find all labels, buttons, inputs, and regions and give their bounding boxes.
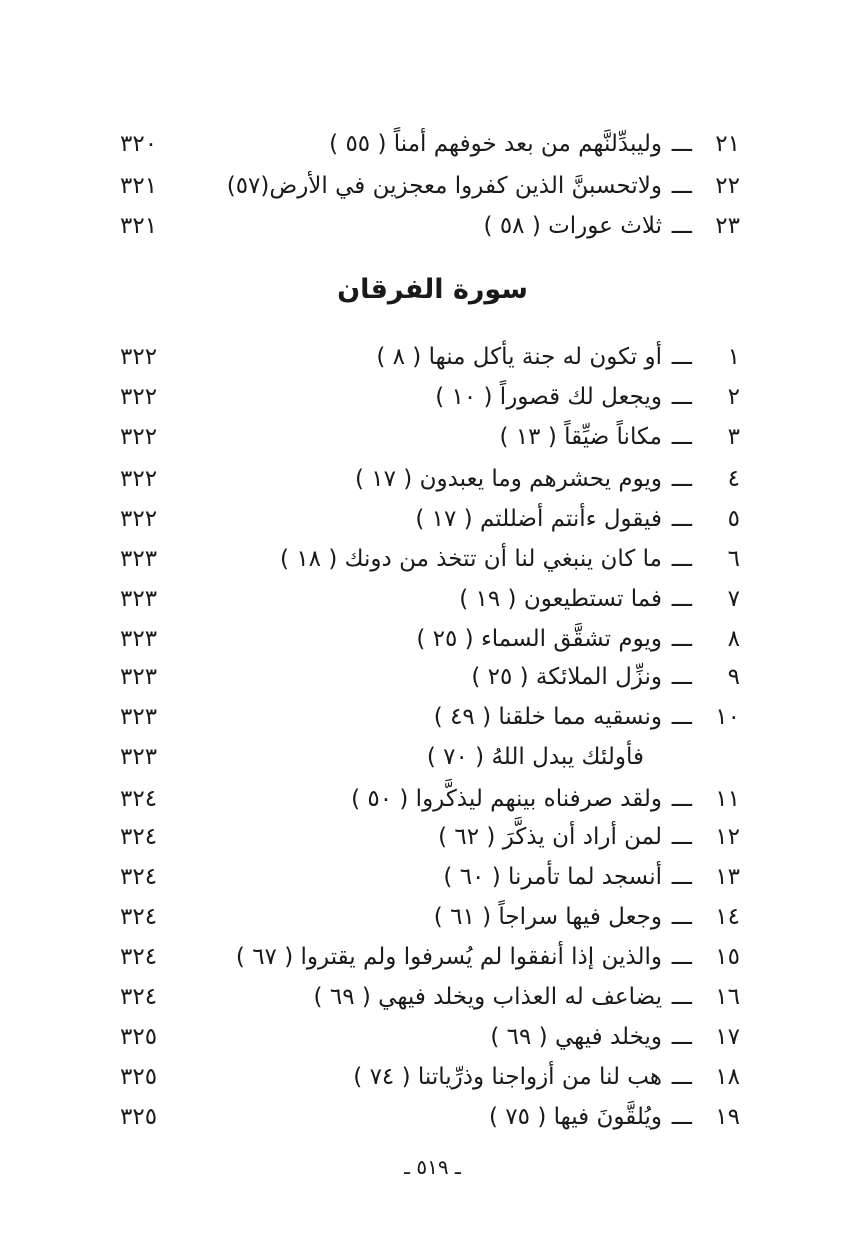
entry-page-number: ٣٢٤ xyxy=(120,904,158,930)
index-entry xyxy=(120,622,740,656)
entry-dash: ـــ xyxy=(671,824,692,850)
index-entry xyxy=(120,380,740,414)
entry-page-number: ٣٢٢ xyxy=(120,466,158,492)
entry-text: ولاتحسبنَّ الذين كفروا معجزين في الأرض(٥٧) xyxy=(226,173,662,199)
entry-dash: ـــ xyxy=(671,546,692,572)
entry-page-number: ٣٢١ xyxy=(120,213,158,239)
entry-text: ويوم يحشرهم وما يعبدون ( ١٧ ) xyxy=(354,466,662,492)
entry-number: ٦ xyxy=(727,546,740,572)
entry-text: أو تكون له جنة يأكل منها ( ٨ ) xyxy=(376,344,662,370)
entry-dash: ـــ xyxy=(671,904,692,930)
entry-text: والذين إذا أنفقوا لم يُسرفوا ولم يقتروا ( ٦٧ ) xyxy=(235,944,662,970)
entry-number: ١٤ xyxy=(715,904,740,930)
entry-dash: ـــ xyxy=(671,984,692,1010)
entry-number: ١٦ xyxy=(715,984,740,1010)
entry-text: فيقول ءأنتم أضللتم ( ١٧ ) xyxy=(415,506,662,532)
entry-text: وليبدِّلنَّهم من بعد خوفهم أمناً ( ٥٥ ) xyxy=(329,131,662,157)
entry-dash: ـــ xyxy=(671,864,692,890)
entry-text: فما تستطيعون ( ١٩ ) xyxy=(459,586,662,612)
entry-page-number: ٣٢٤ xyxy=(120,864,158,890)
entry-text: ويجعل لك قصوراً ( ١٠ ) xyxy=(435,384,662,410)
entry-dash: ـــ xyxy=(671,1064,692,1090)
entry-page-number: ٣٢٥ xyxy=(120,1064,158,1090)
entry-dash: ـــ xyxy=(671,466,692,492)
entry-number: ١٧ xyxy=(715,1024,740,1050)
index-entry xyxy=(120,1100,740,1134)
entry-text: فأولئك يبدل اللهُ ( ٧٠ ) xyxy=(426,744,644,770)
entry-text: وجعل فيها سراجاً ( ٦١ ) xyxy=(433,904,662,930)
index-entry xyxy=(120,420,740,454)
entry-text: ويخلد فيهي ( ٦٩ ) xyxy=(490,1024,662,1050)
index-entry xyxy=(120,462,740,496)
entry-page-number: ٣٢٣ xyxy=(120,626,158,652)
entry-dash: ـــ xyxy=(671,424,692,450)
entry-page-number: ٣٢٣ xyxy=(120,704,158,730)
index-entry xyxy=(120,1020,740,1054)
entry-text: ونسقيه مما خلقنا ( ٤٩ ) xyxy=(433,704,662,730)
entry-page-number: ٣٢٤ xyxy=(120,786,158,812)
index-entry xyxy=(120,740,740,774)
entry-number: ٢٢ xyxy=(715,173,740,199)
entry-dash: ـــ xyxy=(671,506,692,532)
index-entry xyxy=(120,980,740,1014)
entry-number: ٥ xyxy=(727,506,740,532)
entry-page-number: ٣٢٢ xyxy=(120,424,158,450)
entry-text: ويوم تشقَّق السماء ( ٢٥ ) xyxy=(416,626,662,652)
entry-dash: ـــ xyxy=(671,944,692,970)
entry-dash: ـــ xyxy=(671,664,692,690)
index-entry xyxy=(120,660,740,694)
entry-dash: ـــ xyxy=(671,586,692,612)
entry-text: ونزِّل الملائكة ( ٢٥ ) xyxy=(471,664,662,690)
entry-page-number: ٣٢٤ xyxy=(120,824,158,850)
entry-number: ١١ xyxy=(715,786,740,812)
entry-text: ثلاث عورات ( ٥٨ ) xyxy=(483,213,662,239)
entry-dash: ـــ xyxy=(671,173,692,199)
index-entry xyxy=(120,502,740,536)
entry-number: ١ xyxy=(727,344,740,370)
entry-page-number: ٣٢٤ xyxy=(120,944,158,970)
entry-page-number: ٣٢٣ xyxy=(120,744,158,770)
index-entry xyxy=(120,860,740,894)
index-entry xyxy=(120,782,740,816)
entry-number: ١٣ xyxy=(715,864,740,890)
page-number-footer: ـ ٥١٩ ـ xyxy=(404,1155,461,1179)
entry-dash: ـــ xyxy=(671,344,692,370)
index-entry xyxy=(120,209,740,243)
entry-text: لمن أراد أن يذكَّرَ ( ٦٢ ) xyxy=(438,824,662,850)
entry-number: ٢ xyxy=(727,384,740,410)
index-entry xyxy=(120,542,740,576)
entry-page-number: ٣٢١ xyxy=(120,173,158,199)
index-entry xyxy=(120,582,740,616)
section-title: سورة الفرقان xyxy=(337,274,528,305)
entry-page-number: ٣٢٥ xyxy=(120,1024,158,1050)
entry-dash: ـــ xyxy=(671,786,692,812)
entry-page-number: ٣٢٣ xyxy=(120,664,158,690)
entry-number: ٣ xyxy=(727,424,740,450)
index-entry xyxy=(120,169,740,203)
entry-number: ١٢ xyxy=(715,824,740,850)
entry-page-number: ٣٢٢ xyxy=(120,384,158,410)
entry-dash: ـــ xyxy=(671,131,692,157)
entry-text: هب لنا من أزواجنا وذرِّياتنا ( ٧٤ ) xyxy=(353,1064,662,1090)
entry-number: ١٩ xyxy=(715,1104,740,1130)
entry-page-number: ٣٢٤ xyxy=(120,984,158,1010)
index-entry xyxy=(120,700,740,734)
entry-text: مكاناً ضيِّقاً ( ١٣ ) xyxy=(499,424,662,450)
index-entry xyxy=(120,900,740,934)
entry-page-number: ٣٢٣ xyxy=(120,546,158,572)
entry-dash: ـــ xyxy=(671,384,692,410)
entry-dash: ـــ xyxy=(671,704,692,730)
entry-text: يضاعف له العذاب ويخلد فيهي ( ٦٩ ) xyxy=(313,984,662,1010)
entry-text: أنسجد لما تأمرنا ( ٦٠ ) xyxy=(443,864,662,890)
index-entry xyxy=(120,820,740,854)
entry-dash: ـــ xyxy=(671,1024,692,1050)
entry-dash: ـــ xyxy=(671,626,692,652)
entry-text: ولقد صرفناه بينهم ليذكَّروا ( ٥٠ ) xyxy=(351,786,662,812)
entry-text: ما كان ينبغي لنا أن تتخذ من دونك ( ١٨ ) xyxy=(280,546,662,572)
index-entry xyxy=(120,127,740,161)
entry-page-number: ٣٢٢ xyxy=(120,506,158,532)
entry-number: ٩ xyxy=(727,664,740,690)
entry-text: ويُلقَّونَ فيها ( ٧٥ ) xyxy=(489,1104,662,1130)
entry-number: ١٨ xyxy=(715,1064,740,1090)
entry-number: ٢٣ xyxy=(715,213,740,239)
index-entry xyxy=(120,340,740,374)
entry-number: ١٥ xyxy=(715,944,740,970)
entry-page-number: ٣٢٥ xyxy=(120,1104,158,1130)
entry-number: ٤ xyxy=(727,466,740,492)
entry-number: ٨ xyxy=(727,626,740,652)
index-entry xyxy=(120,1060,740,1094)
entry-page-number: ٣٢٠ xyxy=(120,131,158,157)
entry-page-number: ٣٢٣ xyxy=(120,586,158,612)
index-entry xyxy=(120,940,740,974)
entry-number: ٧ xyxy=(727,586,740,612)
entry-number: ١٠ xyxy=(715,704,740,730)
entry-dash: ـــ xyxy=(671,1104,692,1130)
entry-dash: ـــ xyxy=(671,213,692,239)
entry-number: ٢١ xyxy=(715,131,740,157)
entry-page-number: ٣٢٢ xyxy=(120,344,158,370)
